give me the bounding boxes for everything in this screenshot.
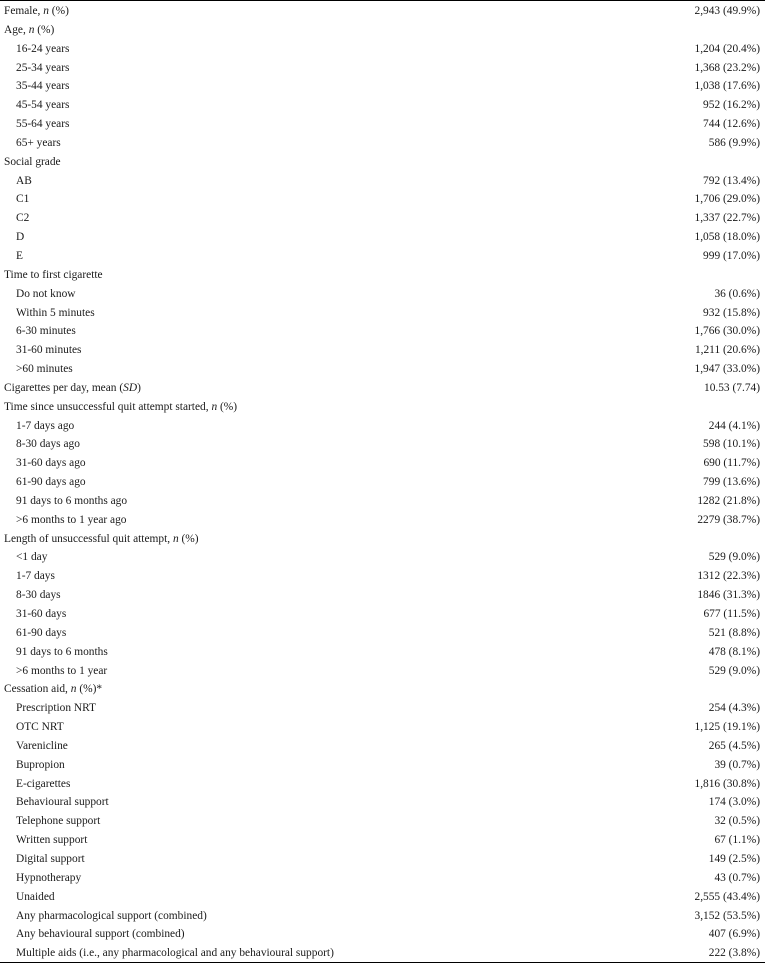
table-row [0, 737, 765, 756]
row-label [16, 775, 70, 794]
row-label [16, 247, 23, 266]
label-text: <1 day [16, 551, 48, 564]
table-row [0, 285, 765, 304]
label-text: 61-90 days [16, 626, 67, 639]
row-value: 43 (0.7%) [714, 871, 760, 884]
row-value: 598 (10.1%) [703, 438, 760, 451]
table-row [0, 756, 765, 775]
label-text: 6-30 minutes [16, 325, 76, 338]
row-value: 529 (9.0%) [708, 551, 760, 564]
row-value: 36 (0.6%) [714, 287, 760, 300]
label-text: 16-24 years [16, 42, 70, 55]
row-value: 1,337 (22.7%) [694, 212, 760, 225]
table-row [0, 812, 765, 831]
label-text: Female, [4, 5, 44, 17]
row-value: 3,152 (53.5%) [694, 909, 760, 922]
table-row [0, 473, 765, 492]
label-italic-text: n [28, 23, 35, 36]
row-label [16, 435, 80, 454]
row-value: 10.53 (7.74) [704, 381, 760, 394]
row-label [16, 59, 69, 78]
table-row [0, 454, 765, 473]
section-label [4, 680, 102, 699]
row-value: 39 (0.7%) [714, 758, 760, 771]
row-value: 792 (13.4%) [703, 174, 760, 187]
row-label [16, 417, 74, 436]
label-text: E-cigarettes [16, 777, 71, 790]
table-section-row [0, 680, 765, 699]
row-value: 149 (2.5%) [708, 852, 760, 865]
label-text: Age, [4, 23, 29, 36]
section-label [4, 21, 54, 40]
row-label [16, 115, 69, 134]
row-value: 2,555 (43.4%) [694, 890, 760, 903]
table-row [0, 417, 765, 436]
label-text: Any behavioural support (combined) [16, 928, 185, 941]
row-label [16, 662, 107, 681]
row-label [16, 624, 66, 643]
table-row [0, 888, 765, 907]
row-label [16, 850, 85, 869]
label-text: Telephone support [16, 815, 101, 828]
label-suffix-text: (%)* [76, 683, 103, 696]
label-italic-text: n [70, 683, 77, 696]
row-value: 244 (4.1%) [708, 419, 760, 432]
label-text: 55-64 years [16, 118, 70, 131]
row-value: 521 (8.8%) [708, 626, 760, 639]
label-text: Time since unsuccessful quit attempt started, [4, 400, 212, 413]
label-text: Hypnotherapy [16, 871, 82, 884]
label-suffix-text: (%) [48, 5, 69, 17]
row-label [16, 586, 61, 605]
row-label [16, 454, 86, 473]
table-row [0, 209, 765, 228]
table-row [0, 435, 765, 454]
row-value: 407 (6.9%) [708, 928, 760, 941]
label-text: 91 days to 6 months ago [16, 494, 128, 507]
label-suffix-text: ) [137, 381, 141, 394]
table-row [0, 304, 765, 323]
table-row [0, 624, 765, 643]
label-text: E [16, 249, 23, 262]
row-label [16, 944, 334, 963]
row-value: 1,125 (19.1%) [694, 721, 760, 734]
row-value: 1,816 (30.8%) [694, 777, 760, 790]
label-text: Time to first cigarette [4, 268, 103, 281]
table-row [0, 190, 765, 209]
row-label [16, 134, 61, 153]
row-value: 1282 (21.8%) [697, 494, 760, 507]
table-body [0, 1, 765, 963]
row-label [16, 812, 100, 831]
label-text: 25-34 years [16, 61, 70, 74]
row-label [16, 40, 69, 59]
label-italic-text: SD [123, 381, 138, 394]
label-text: Social grade [4, 155, 61, 168]
label-text: 1-7 days ago [16, 419, 75, 432]
row-label [16, 567, 55, 586]
label-text: Written support [16, 834, 88, 847]
label-text: 31-60 days [16, 608, 67, 620]
row-label [16, 172, 32, 191]
row-label [16, 907, 207, 926]
row-value: 999 (17.0%) [703, 249, 760, 262]
row-value: 690 (11.7%) [703, 457, 760, 470]
table-row [0, 907, 765, 926]
label-text: 91 days to 6 months [16, 645, 108, 658]
table-row [0, 699, 765, 718]
row-value: 1,058 (18.0%) [694, 231, 760, 244]
table-section-row [0, 2, 765, 21]
table-row [0, 793, 765, 812]
row-value: 174 (3.0%) [708, 796, 760, 809]
row-value: 1312 (22.3%) [697, 570, 760, 583]
table-section-row [0, 379, 765, 398]
label-text: Any pharmacological support (combined) [16, 909, 207, 922]
row-label [16, 699, 96, 718]
row-value: 1,211 (20.6%) [694, 344, 760, 357]
row-label [16, 492, 127, 511]
label-text: 8-30 days ago [16, 438, 80, 451]
row-label [16, 96, 69, 115]
table-row [0, 360, 765, 379]
row-label [16, 77, 69, 96]
table-row [0, 59, 765, 78]
row-label [16, 718, 64, 737]
label-text: D [16, 231, 25, 244]
label-text: >60 minutes [16, 363, 73, 376]
table-row [0, 567, 765, 586]
table-row [0, 718, 765, 737]
row-label [16, 304, 95, 323]
row-value: 529 (9.0%) [708, 664, 760, 677]
row-value: 952 (16.2%) [703, 99, 760, 112]
row-label [16, 511, 127, 530]
row-label [16, 548, 47, 567]
row-label [16, 831, 87, 850]
row-value: 932 (15.8%) [703, 306, 760, 319]
row-label [16, 360, 73, 379]
row-value: 1,368 (23.2%) [694, 61, 760, 74]
row-label [16, 473, 86, 492]
label-text: Length of unsuccessful quit attempt, [4, 532, 173, 545]
label-text: 65+ years [16, 136, 61, 149]
table-row [0, 831, 765, 850]
label-text: Cigarettes per day, mean ( [4, 381, 124, 394]
label-text: 45-54 years [16, 99, 70, 112]
table-row [0, 77, 765, 96]
label-text: C1 [16, 193, 30, 206]
table-row [0, 172, 765, 191]
label-text: 61-90 days ago [16, 476, 86, 489]
section-label [4, 379, 141, 398]
label-text: 8-30 days [16, 589, 61, 602]
row-label [16, 322, 76, 341]
row-label [16, 869, 81, 888]
label-text: >6 months to 1 year ago [16, 513, 127, 526]
table-row [0, 341, 765, 360]
row-label [16, 925, 185, 944]
section-label [4, 153, 61, 172]
label-suffix-text: (%) [34, 23, 55, 36]
label-text: Digital support [16, 852, 85, 865]
row-value: 1846 (31.3%) [697, 589, 760, 602]
row-value: 32 (0.5%) [714, 815, 760, 828]
section-label [4, 398, 237, 417]
table-row [0, 40, 765, 59]
table-row [0, 850, 765, 869]
row-value: 799 (13.6%) [703, 476, 760, 489]
row-value: 2279 (38.7%) [697, 513, 760, 526]
table-section-row [0, 21, 765, 40]
label-suffix-text: (%) [178, 532, 199, 545]
label-italic-text: n [211, 400, 218, 413]
row-label [16, 793, 109, 812]
row-label [16, 341, 82, 360]
table-section-row [0, 530, 765, 549]
label-text: Cessation aid, [4, 683, 71, 696]
row-value: 1,766 (30.0%) [694, 325, 760, 338]
row-value: 265 (4.5%) [708, 739, 760, 752]
label-suffix-text: (%) [217, 400, 238, 413]
row-value: 1,038 (17.6%) [694, 80, 760, 93]
label-text: Prescription NRT [16, 702, 96, 715]
label-text: Varenicline [16, 739, 68, 752]
table-section-row [0, 153, 765, 172]
label-text: OTC NRT [16, 721, 64, 734]
label-text: Unaided [16, 890, 55, 903]
table-row [0, 605, 765, 624]
label-italic-text: n [43, 5, 49, 17]
row-value: 744 (12.6%) [703, 118, 760, 131]
label-text: 31-60 minutes [16, 344, 82, 357]
table-row [0, 228, 765, 247]
row-label [16, 605, 66, 624]
row-label [16, 285, 75, 304]
row-label [16, 228, 24, 247]
row-label [16, 209, 29, 228]
label-text: 35-44 years [16, 80, 70, 93]
table-row [0, 511, 765, 530]
table-row [0, 134, 765, 153]
table-section-row [0, 398, 765, 417]
row-value: 1,706 (29.0%) [694, 193, 760, 206]
table-row [0, 247, 765, 266]
row-value: 222 (3.8%) [708, 947, 760, 960]
label-text: >6 months to 1 year [16, 664, 108, 677]
label-italic-text: n [172, 532, 179, 545]
section-label [4, 266, 103, 285]
table-row [0, 96, 765, 115]
table-row [0, 643, 765, 662]
row-value: 67 (1.1%) [714, 834, 760, 847]
row-value: 2,943 (49.9%) [694, 5, 760, 17]
table-row [0, 586, 765, 605]
label-text: 1-7 days [16, 570, 55, 583]
row-value: 1,204 (20.4%) [694, 42, 760, 55]
row-value: 254 (4.3%) [708, 702, 760, 715]
row-value: 677 (11.5%) [703, 608, 760, 620]
section-label [4, 2, 69, 21]
section-label [4, 530, 199, 549]
label-text: AB [16, 174, 32, 187]
label-text: C2 [16, 212, 30, 225]
row-value: 586 (9.9%) [708, 136, 760, 149]
label-text: Do not know [16, 287, 76, 300]
label-text: 31-60 days ago [16, 457, 86, 470]
row-label [16, 737, 68, 756]
table-row [0, 775, 765, 794]
table-row [0, 662, 765, 681]
row-value: 1,947 (33.0%) [694, 363, 760, 376]
table-row [0, 869, 765, 888]
label-text: Within 5 minutes [16, 306, 95, 319]
table-row [0, 548, 765, 567]
row-label [16, 888, 55, 907]
table-row [0, 115, 765, 134]
label-text: Behavioural support [16, 796, 109, 809]
table-row [0, 492, 765, 511]
table-row [0, 925, 765, 944]
label-text: Bupropion [16, 758, 65, 771]
row-label [16, 643, 108, 662]
table-row [0, 944, 765, 963]
table-section-row [0, 266, 765, 285]
table-row [0, 322, 765, 341]
row-label [16, 190, 29, 209]
label-text: Multiple aids (i.e., any pharmacological and any behavioural support) [16, 947, 334, 960]
row-label [16, 756, 65, 775]
row-value: 478 (8.1%) [708, 645, 760, 658]
